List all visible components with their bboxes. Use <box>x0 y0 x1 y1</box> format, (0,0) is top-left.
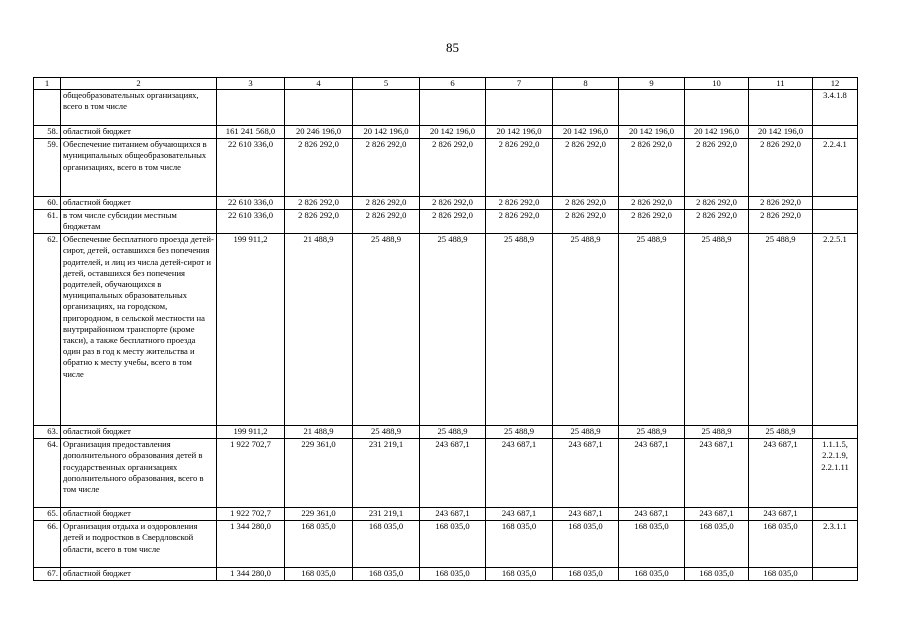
table-row <box>34 508 858 521</box>
value-cell: 229 361,0 <box>285 439 353 508</box>
value-cell: 25 488,9 <box>420 426 486 439</box>
value-cell: 168 035,0 <box>486 521 553 568</box>
value-cell: 243 687,1 <box>553 508 619 521</box>
value-cell: 22 610 336,0 <box>217 197 285 210</box>
value-cell <box>217 90 285 126</box>
value-cell: 243 687,1 <box>486 439 553 508</box>
row-description: Организация предоставления дополнительного образования детей в государственных организациях дополнительного образования, всего в том числе <box>61 439 217 508</box>
value-cell <box>353 90 420 126</box>
value-cell: 2 826 292,0 <box>353 210 420 234</box>
table-row <box>34 521 858 568</box>
value-cell: 25 488,9 <box>685 234 749 426</box>
value-cell: 22 610 336,0 <box>217 139 285 197</box>
value-cell: 20 246 196,0 <box>285 126 353 139</box>
value-cell: 168 035,0 <box>685 521 749 568</box>
row-number: 58. <box>34 126 61 139</box>
value-cell: 229 361,0 <box>285 508 353 521</box>
row-number <box>34 90 61 126</box>
value-cell: 25 488,9 <box>353 234 420 426</box>
target-indicator-cell <box>813 197 858 210</box>
value-cell: 2 826 292,0 <box>486 210 553 234</box>
value-cell: 2 826 292,0 <box>420 210 486 234</box>
target-indicator-cell <box>813 426 858 439</box>
value-cell: 2 826 292,0 <box>486 139 553 197</box>
column-header: 8 <box>553 78 619 90</box>
value-cell: 2 826 292,0 <box>285 139 353 197</box>
value-cell: 2 826 292,0 <box>685 197 749 210</box>
value-cell: 231 219,1 <box>353 508 420 521</box>
table-row <box>34 234 858 426</box>
row-number: 66. <box>34 521 61 568</box>
value-cell: 2 826 292,0 <box>353 197 420 210</box>
value-cell: 243 687,1 <box>619 508 685 521</box>
value-cell: 168 035,0 <box>749 521 813 568</box>
row-description: областной бюджет <box>61 508 217 521</box>
column-header: 9 <box>619 78 685 90</box>
target-indicator-cell <box>813 90 858 126</box>
target-code: 2.2.1.11 <box>821 461 849 472</box>
column-header: 7 <box>486 78 553 90</box>
value-cell: 2 826 292,0 <box>285 210 353 234</box>
target-code: 3.4.1.8 <box>823 90 847 101</box>
value-cell: 25 488,9 <box>486 234 553 426</box>
value-cell: 199 911,2 <box>217 234 285 426</box>
row-number: 65. <box>34 508 61 521</box>
row-number: 62. <box>34 234 61 426</box>
value-cell: 168 035,0 <box>420 521 486 568</box>
value-cell: 25 488,9 <box>619 234 685 426</box>
value-cell: 243 687,1 <box>420 439 486 508</box>
value-cell: 2 826 292,0 <box>749 210 813 234</box>
table-row <box>34 439 858 508</box>
value-cell: 168 035,0 <box>619 521 685 568</box>
value-cell: 25 488,9 <box>619 426 685 439</box>
row-number: 60. <box>34 197 61 210</box>
value-cell: 25 488,9 <box>749 234 813 426</box>
value-cell: 168 035,0 <box>749 568 813 581</box>
column-header: 2 <box>61 78 217 90</box>
value-cell: 22 610 336,0 <box>217 210 285 234</box>
target-code: 2.2.1.9, <box>822 450 848 461</box>
value-cell: 20 142 196,0 <box>619 126 685 139</box>
target-indicator-cell <box>813 508 858 521</box>
row-description: Организация отдыха и оздоровления детей и подростков в Свердловской области, всего в том числе <box>61 521 217 568</box>
value-cell: 243 687,1 <box>749 508 813 521</box>
value-cell: 2 826 292,0 <box>619 210 685 234</box>
value-cell: 168 035,0 <box>685 568 749 581</box>
value-cell: 161 241 568,0 <box>217 126 285 139</box>
row-description: Обеспечение бесплатного проезда детей-сирот, детей, оставшихся без попечения родителей, и лиц из числа детей-сирот и детей, оставшихся без попечения родителей, обучающихся в муниципальных образовательных организациях, на городском, пригородном, в сельской местности на внутрирайонном транспорте (кроме такси), а также бесплатного проезда один раз в год к месту жительства и обратно к месту учебы, всего в том числе <box>61 234 217 426</box>
target-indicator-cell <box>813 568 858 581</box>
row-description: областной бюджет <box>61 126 217 139</box>
table-row <box>34 197 858 210</box>
target-indicator-cell <box>813 210 858 234</box>
value-cell: 20 142 196,0 <box>749 126 813 139</box>
value-cell: 25 488,9 <box>553 234 619 426</box>
value-cell: 168 035,0 <box>285 568 353 581</box>
value-cell: 243 687,1 <box>619 439 685 508</box>
value-cell: 20 142 196,0 <box>685 126 749 139</box>
target-indicator-cell <box>813 439 858 508</box>
value-cell: 2 826 292,0 <box>285 197 353 210</box>
value-cell: 2 826 292,0 <box>619 139 685 197</box>
value-cell: 20 142 196,0 <box>486 126 553 139</box>
value-cell: 199 911,2 <box>217 426 285 439</box>
row-description: общеобразовательных организациях, всего в том числе <box>61 90 217 126</box>
budget-table <box>33 77 858 581</box>
row-number: 67. <box>34 568 61 581</box>
value-cell: 168 035,0 <box>285 521 353 568</box>
row-description: областной бюджет <box>61 197 217 210</box>
value-cell <box>749 90 813 126</box>
value-cell: 168 035,0 <box>420 568 486 581</box>
target-code: 2.2.4.1 <box>823 139 847 150</box>
value-cell <box>285 90 353 126</box>
value-cell: 2 826 292,0 <box>685 139 749 197</box>
value-cell <box>420 90 486 126</box>
table-row <box>34 210 858 234</box>
value-cell: 2 826 292,0 <box>619 197 685 210</box>
value-cell: 243 687,1 <box>685 439 749 508</box>
value-cell <box>486 90 553 126</box>
value-cell: 243 687,1 <box>420 508 486 521</box>
value-cell: 25 488,9 <box>353 426 420 439</box>
target-indicator-cell <box>813 126 858 139</box>
column-header: 12 <box>813 78 858 90</box>
row-description: в том числе субсидии местным бюджетам <box>61 210 217 234</box>
row-description: областной бюджет <box>61 568 217 581</box>
value-cell <box>685 90 749 126</box>
value-cell: 168 035,0 <box>353 521 420 568</box>
table-row <box>34 126 858 139</box>
value-cell <box>553 90 619 126</box>
table-row <box>34 90 858 126</box>
value-cell: 243 687,1 <box>553 439 619 508</box>
row-description: Обеспечение питанием обучающихся в муниципальных общеобразовательных организациях, всего в том числе <box>61 139 217 197</box>
value-cell: 21 488,9 <box>285 426 353 439</box>
value-cell: 20 142 196,0 <box>553 126 619 139</box>
column-header: 4 <box>285 78 353 90</box>
value-cell <box>619 90 685 126</box>
target-indicator-cell <box>813 234 858 426</box>
value-cell: 243 687,1 <box>486 508 553 521</box>
value-cell: 168 035,0 <box>619 568 685 581</box>
value-cell: 2 826 292,0 <box>749 197 813 210</box>
column-header: 3 <box>217 78 285 90</box>
page-number: 85 <box>446 40 459 55</box>
column-header: 10 <box>685 78 749 90</box>
value-cell: 25 488,9 <box>553 426 619 439</box>
value-cell: 25 488,9 <box>420 234 486 426</box>
target-code: 2.3.1.1 <box>823 521 847 532</box>
target-code: 2.2.5.1 <box>823 234 847 245</box>
column-header: 1 <box>34 78 61 90</box>
row-number: 59. <box>34 139 61 197</box>
value-cell: 243 687,1 <box>749 439 813 508</box>
column-header: 6 <box>420 78 486 90</box>
value-cell: 168 035,0 <box>486 568 553 581</box>
table-row <box>34 568 858 581</box>
value-cell: 2 826 292,0 <box>553 197 619 210</box>
value-cell: 1 344 280,0 <box>217 521 285 568</box>
value-cell: 1 922 702,7 <box>217 439 285 508</box>
row-number: 64. <box>34 439 61 508</box>
value-cell: 168 035,0 <box>553 568 619 581</box>
value-cell: 25 488,9 <box>486 426 553 439</box>
value-cell: 231 219,1 <box>353 439 420 508</box>
value-cell: 20 142 196,0 <box>353 126 420 139</box>
table-row <box>34 426 858 439</box>
value-cell: 1 922 702,7 <box>217 508 285 521</box>
value-cell: 2 826 292,0 <box>420 197 486 210</box>
row-description: областной бюджет <box>61 426 217 439</box>
value-cell: 2 826 292,0 <box>486 197 553 210</box>
value-cell: 2 826 292,0 <box>685 210 749 234</box>
value-cell: 25 488,9 <box>685 426 749 439</box>
value-cell: 168 035,0 <box>353 568 420 581</box>
value-cell: 25 488,9 <box>749 426 813 439</box>
value-cell: 243 687,1 <box>685 508 749 521</box>
row-number: 61. <box>34 210 61 234</box>
row-number: 63. <box>34 426 61 439</box>
column-header: 11 <box>749 78 813 90</box>
value-cell: 2 826 292,0 <box>353 139 420 197</box>
value-cell: 20 142 196,0 <box>420 126 486 139</box>
value-cell: 2 826 292,0 <box>749 139 813 197</box>
target-indicator-cell <box>813 139 858 197</box>
table-row <box>34 139 858 197</box>
value-cell: 2 826 292,0 <box>420 139 486 197</box>
value-cell: 2 826 292,0 <box>553 210 619 234</box>
value-cell: 168 035,0 <box>553 521 619 568</box>
column-header: 5 <box>353 78 420 90</box>
column-header-row <box>34 78 858 90</box>
value-cell: 2 826 292,0 <box>553 139 619 197</box>
value-cell: 21 488,9 <box>285 234 353 426</box>
value-cell: 1 344 280,0 <box>217 568 285 581</box>
target-code: 1.1.1.5, <box>822 439 848 450</box>
target-indicator-cell <box>813 521 858 568</box>
